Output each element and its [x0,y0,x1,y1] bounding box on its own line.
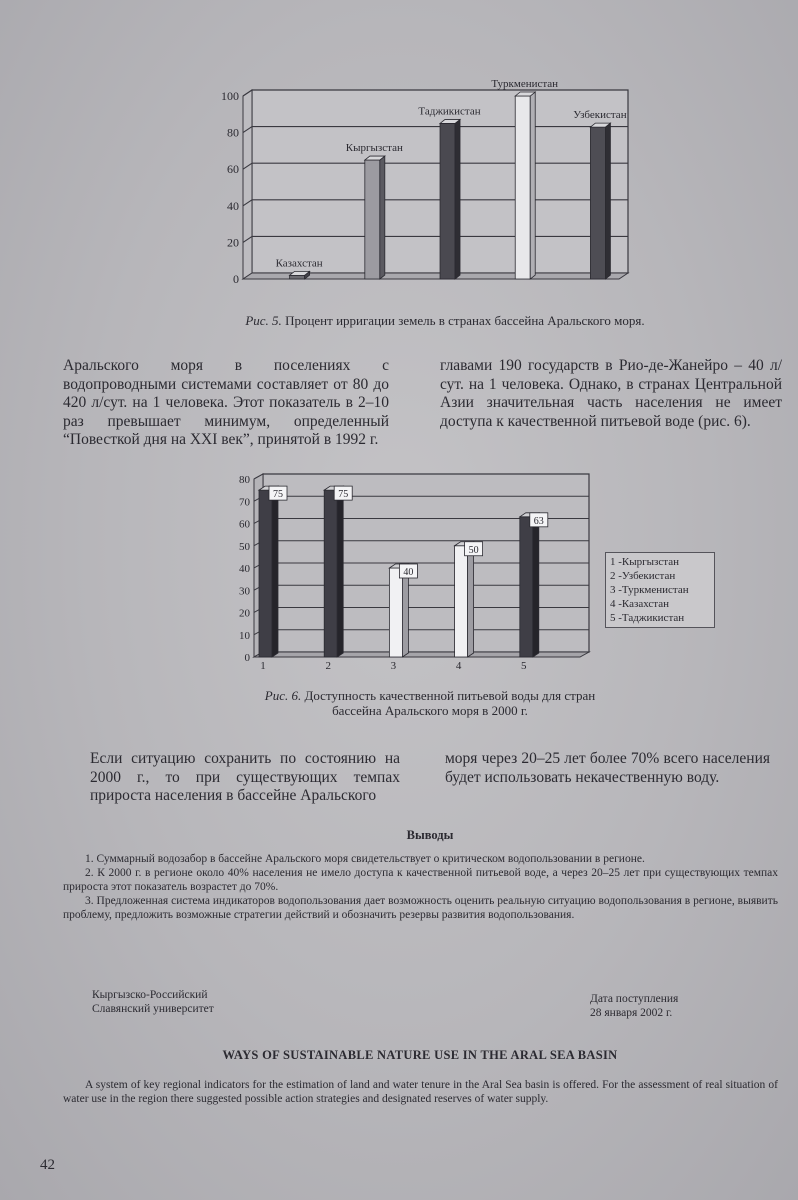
svg-text:63: 63 [533,515,544,527]
conclusions-list [63,852,778,922]
bar [590,123,610,279]
paragraph1-right: главами 190 государств в Рио-де-Жанейро – 40 л/сут. на 1 человека. Однако, в странах Центральной Азии значительная часть населения не имеет доступа к качественной питьевой воде (рис. 6). [440,357,782,430]
y-tick-label: 20 [239,607,250,620]
y-tick-label: 60 [227,162,239,177]
conclusion-item: 1. Суммарный водозабор в бассейне Аральского моря свидетельствует о критическом водопользовании в регионе. [85,853,645,865]
svg-text:75: 75 [273,489,283,501]
figure5-caption [215,313,675,329]
y-tick-label: 10 [239,629,250,642]
svg-text:50: 50 [468,544,479,556]
y-tick-label: 20 [227,235,239,250]
bar [290,271,310,279]
bar [455,542,474,657]
page-number: 42 [40,1157,55,1173]
bar [440,119,460,279]
bar [515,92,535,279]
bar [365,156,385,279]
affiliation-line2: Славянский университет [92,1003,214,1015]
x-tick-label: 5 [521,660,527,672]
y-tick-label: 60 [239,518,250,531]
bar [259,486,278,657]
x-tick-label: 1 [260,660,266,672]
received-line2: 28 января 2002 г. [590,1007,673,1019]
y-tick-label: 80 [227,125,239,140]
svg-text:75: 75 [338,489,349,501]
figure6-caption [225,688,635,718]
data-label [465,542,483,556]
data-label [269,486,287,500]
data-label [530,513,548,527]
bar [520,513,539,657]
figure6-caption-line2: бассейна Аральского моря в 2000 г. [332,703,528,718]
figure6-caption-prefix: Рис. 6. [264,688,302,703]
y-tick-label: 40 [227,198,239,213]
legend-item: 4 -Казахстан [610,598,669,610]
bar-label: Таджикистан [418,105,481,118]
y-tick-label: 40 [239,563,250,575]
figure6-caption-line1: Доступность качественной питьевой воды для стран [304,688,596,703]
data-label [399,564,417,578]
x-tick-label: 4 [455,660,462,672]
y-tick-label: 30 [239,585,250,598]
bar-label: Узбекистан [573,109,627,122]
svg-text:40: 40 [403,567,414,578]
y-tick-label: 80 [239,474,250,486]
legend-item: 3 -Туркменистан [610,584,689,596]
figure5-caption-text: Процент ирригации земель в странах бассейна Аральского моря. [285,313,645,328]
legend-item: 1 -Кыргызстан [610,556,679,568]
legend-item: 2 -Узбекистан [610,570,676,582]
y-tick-label: 100 [221,89,239,103]
bar [324,486,343,657]
paragraph2-right: моря через 20–25 лет более 70% всего населения будет использовать некачественную воду. [445,750,770,786]
data-label [334,486,352,500]
y-tick-label: 0 [233,272,239,286]
y-tick-label: 70 [239,496,250,509]
conclusion-item: 3. Предложенная система индикаторов водопользования дает возможность оценить реальную ситуацию водопользования в регионе, выявить проблему, предложить возможные стратегии действий и обозначить резервы развития водопользования. [63,895,778,921]
received-line1: Дата поступления [590,993,679,1005]
figure6-legend [605,552,715,628]
english-title: WAYS OF SUSTAINABLE NATURE USE IN THE ARAL SEA BASIN [222,1048,618,1062]
bar-label: Казахстан [275,257,323,270]
y-tick-label: 50 [239,540,250,553]
affiliation [92,988,312,1016]
bar-label: Кыргызстан [345,142,403,155]
x-tick-label: 2 [325,660,331,672]
affiliation-line1: Кыргызско-Российский [92,989,208,1001]
x-tick-label: 3 [390,660,397,672]
paragraph2-left: Если ситуацию сохранить по состоянию на 2000 г., то при существующих темпах прироста населения в бассейне Аральского [90,750,400,804]
y-tick-label: 0 [244,652,250,664]
conclusions-heading: Выводы [406,828,454,842]
received-date [590,992,770,1020]
english-abstract: A system of key regional indicators for the estimation of land and water tenure in the Aral Sea basin is offered. For the assessment of real situation of water use in the region there suggested possible action strategies and designated reserves of water supply. [63,1079,778,1105]
legend-item: 5 -Таджикистан [610,612,685,624]
conclusion-item: 2. К 2000 г. в регионе около 40% населения не имело доступа к качественной питьевой воде, а через 20–25 лет при существующих темпах прироста этот показатель возрастет до 70%. [63,867,778,893]
bar-label: Туркменистан [491,78,559,90]
figure5-chart [215,60,675,300]
figure5-caption-prefix: Рис. 5. [245,313,282,328]
paragraph1-left: Аральского моря в поселениях с водопроводными системами составляет от 80 до 420 л/сут. на 1 человека. Этот показатель в 2–10 раз превышает минимум, определенный “Повесткой дня на XXI век”, принятой в 1992 г. [63,357,389,448]
